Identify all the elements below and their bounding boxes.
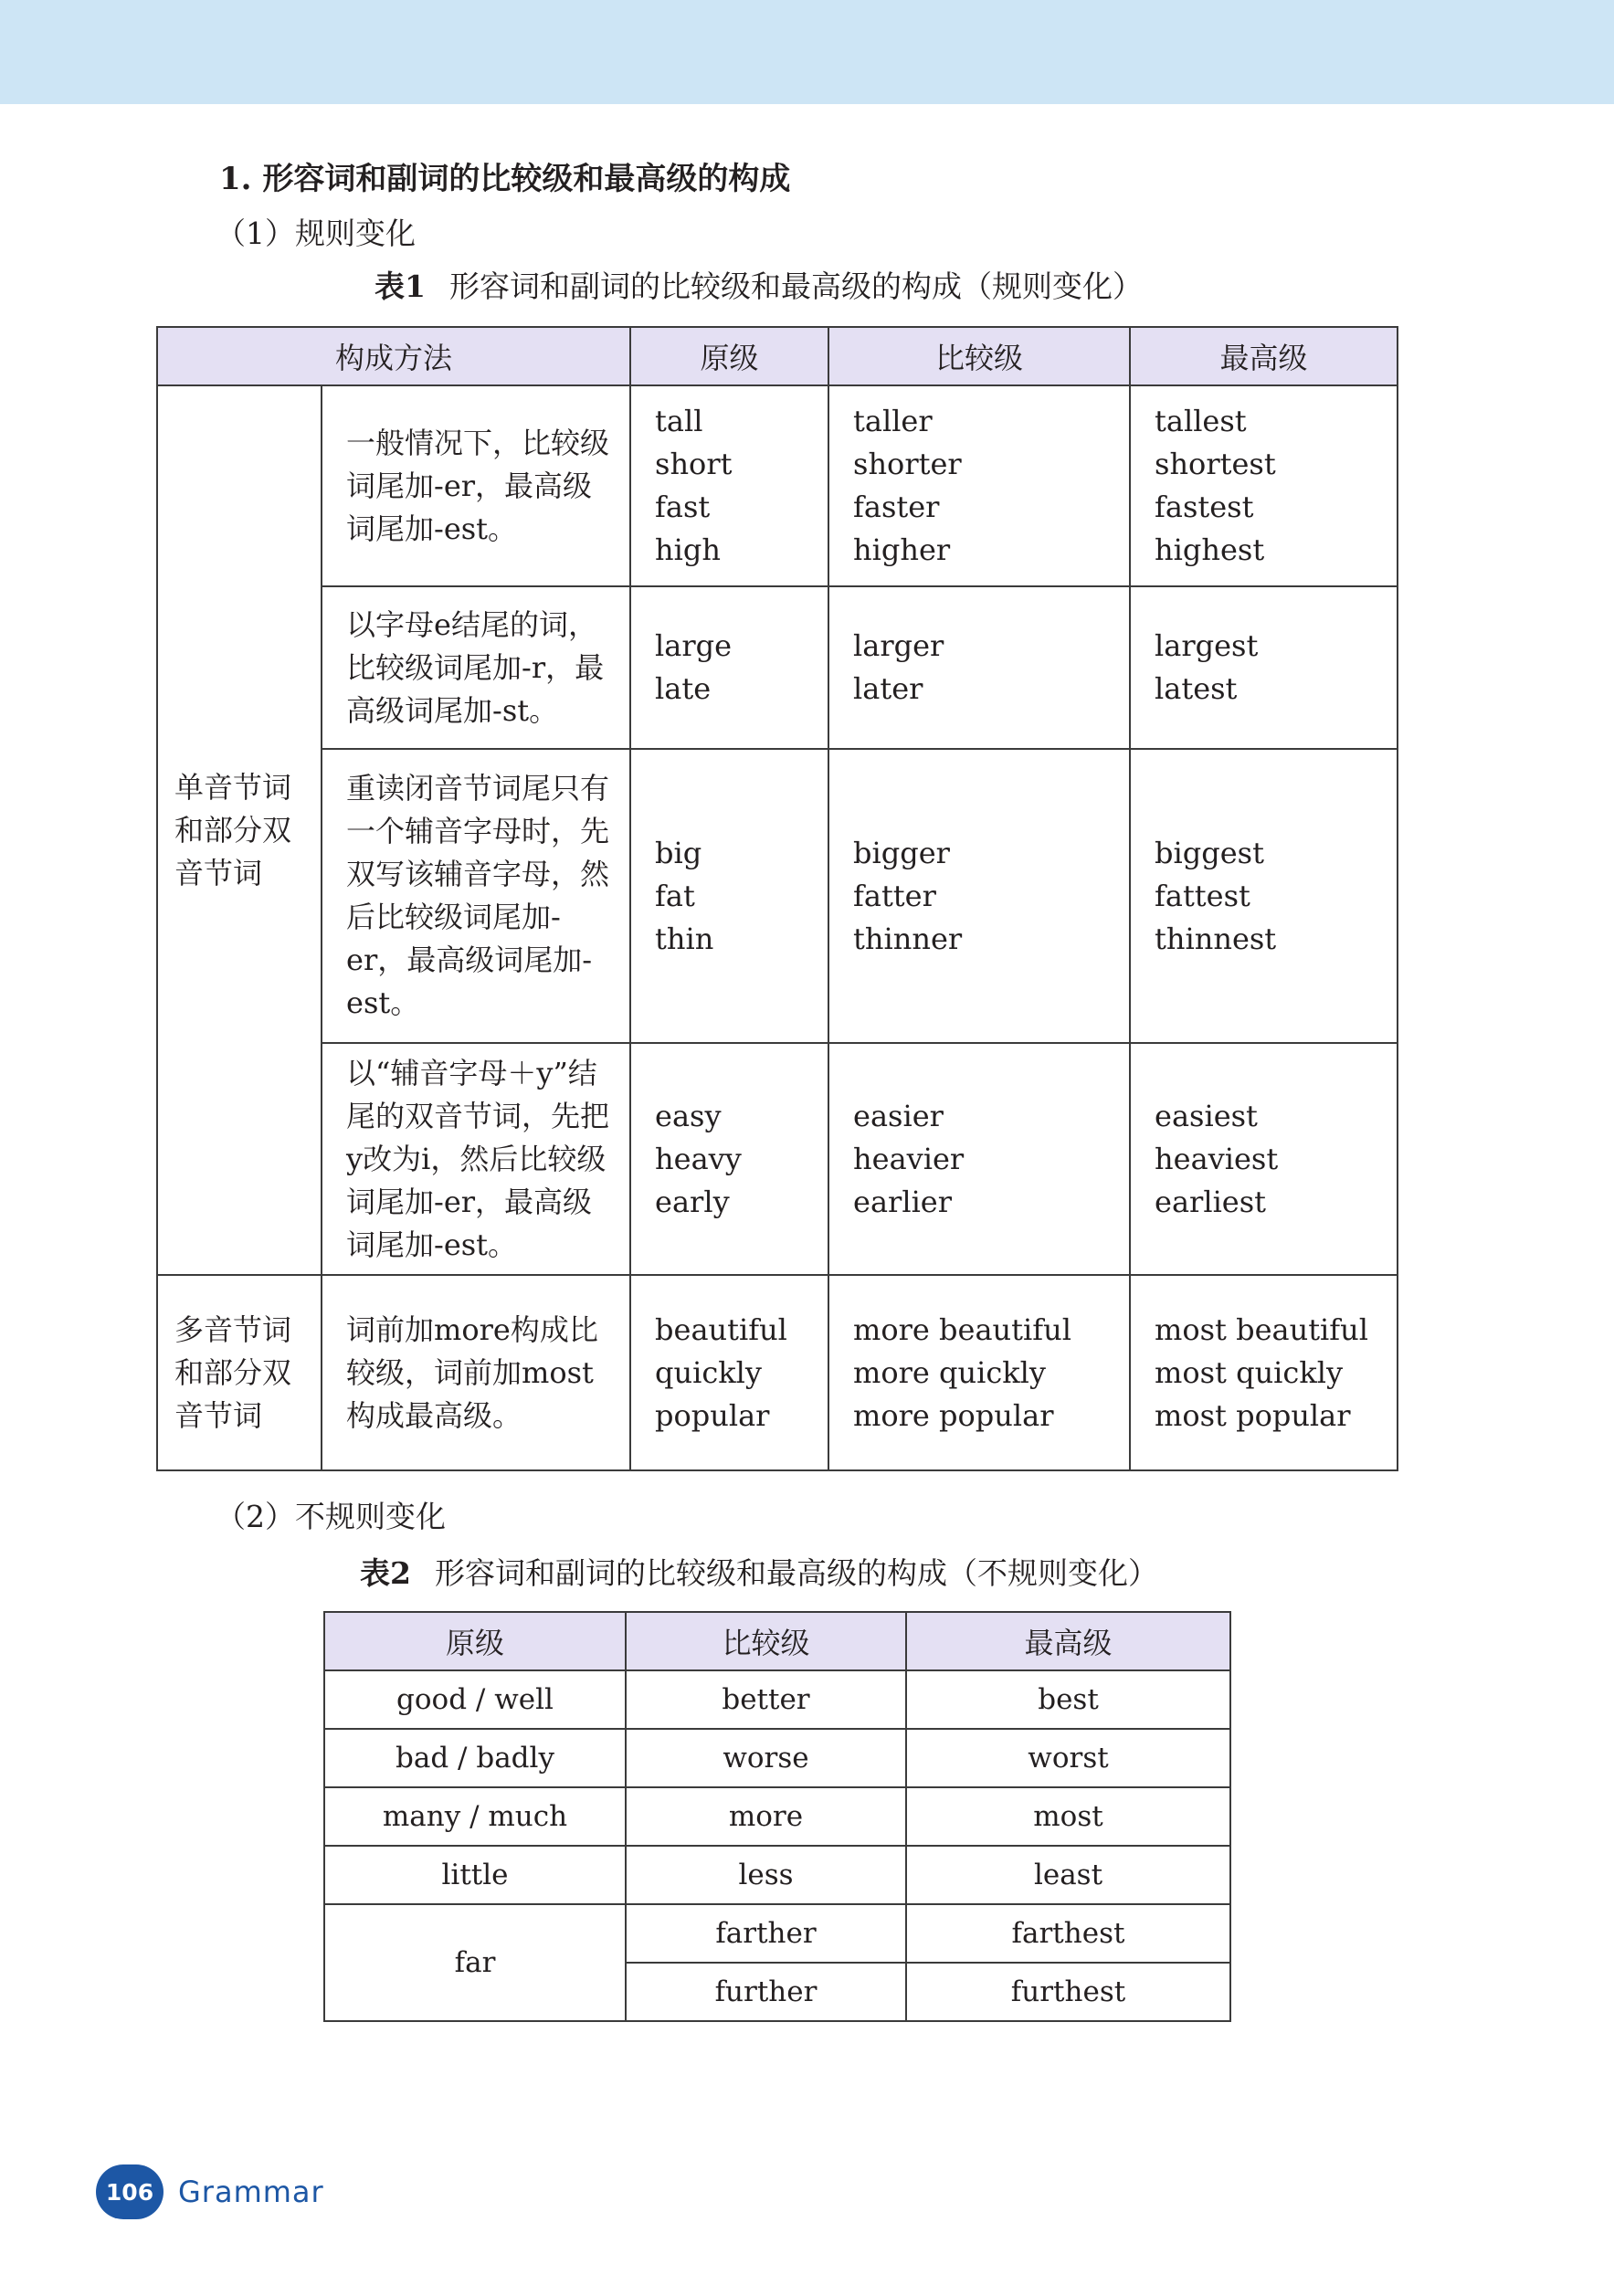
superlative-cell: best xyxy=(906,1670,1230,1729)
table1-caption xyxy=(374,263,1143,306)
base-cell: little xyxy=(324,1846,626,1904)
table1-header-base: 原级 xyxy=(630,327,828,385)
word: most beautiful xyxy=(1155,1311,1368,1347)
category-polysyllabic: 多音节词和部分双音节词 xyxy=(157,1275,322,1470)
word: more popular xyxy=(853,1397,1054,1433)
subheading-irregular: （2）不规则变化 xyxy=(216,1499,446,1534)
irregular-forms-table xyxy=(323,1611,1231,2022)
comparative-forms-cell xyxy=(828,385,1130,586)
table2-header-row xyxy=(324,1612,1230,1670)
word: larger xyxy=(853,628,944,663)
word: tall xyxy=(655,404,703,438)
page-number-badge: 106 xyxy=(96,2164,164,2219)
superlative-forms-cell xyxy=(1130,749,1398,1043)
word: heavy xyxy=(655,1141,742,1176)
table2-header-comparative: 比较级 xyxy=(626,1612,906,1670)
word: shortest xyxy=(1155,447,1276,481)
comparative-forms-cell xyxy=(828,586,1130,749)
word: most popular xyxy=(1155,1397,1351,1433)
table-row xyxy=(157,1043,1398,1275)
word: faster xyxy=(853,490,940,524)
table-row xyxy=(157,385,1398,586)
base-forms-cell xyxy=(630,1275,828,1470)
table2-caption xyxy=(360,1550,1158,1593)
word: more quickly xyxy=(853,1354,1046,1390)
page-footer xyxy=(96,2163,324,2221)
table1-header-superlative: 最高级 xyxy=(1130,327,1398,385)
word: more beautiful xyxy=(853,1311,1071,1347)
word: latest xyxy=(1155,671,1238,706)
word: highest xyxy=(1155,532,1265,567)
table1-caption-number: 表1 xyxy=(374,269,426,304)
table-row xyxy=(157,586,1398,749)
comparative-forms-cell xyxy=(828,749,1130,1043)
word: easiest xyxy=(1155,1098,1258,1133)
word: largest xyxy=(1155,628,1259,663)
word: earliest xyxy=(1155,1184,1267,1219)
word: later xyxy=(853,671,923,706)
method-cell: 词前加more构成比较级，词前加most构成最高级。 xyxy=(322,1275,630,1470)
base-cell: good / well xyxy=(324,1670,626,1729)
comparative-cell: less xyxy=(626,1846,906,1904)
word: high xyxy=(655,532,721,567)
table2-header-base: 原级 xyxy=(324,1612,626,1670)
word: easier xyxy=(853,1098,944,1133)
base-cell: bad / badly xyxy=(324,1729,626,1787)
word: most quickly xyxy=(1155,1354,1344,1390)
table-row xyxy=(324,1787,1230,1846)
comparative-forms-cell xyxy=(828,1043,1130,1275)
table-row xyxy=(324,1904,1230,1963)
table2-caption-number: 表2 xyxy=(360,1555,411,1591)
section-heading: 1. 形容词和副词的比较级和最高级的构成 xyxy=(219,161,791,197)
section-label: Grammar xyxy=(178,2175,324,2209)
superlative-cell: furthest xyxy=(906,1963,1230,2021)
method-cell: 一般情况下，比较级词尾加-er，最高级词尾加-est。 xyxy=(322,385,630,586)
word: bigger xyxy=(853,835,950,870)
word: thin xyxy=(655,921,714,956)
method-cell: 重读闭音节词尾只有一个辅音字母时，先双写该辅音字母，然后比较级词尾加-er，最高级词尾加-est。 xyxy=(322,749,630,1043)
superlative-forms-cell xyxy=(1130,1043,1398,1275)
word: thinner xyxy=(853,921,963,956)
superlative-forms-cell xyxy=(1130,586,1398,749)
comparative-cell: better xyxy=(626,1670,906,1729)
word: large xyxy=(655,628,733,663)
table-row xyxy=(157,1275,1398,1470)
superlative-cell: least xyxy=(906,1846,1230,1904)
word: fattest xyxy=(1155,878,1250,913)
word: fastest xyxy=(1155,490,1254,524)
method-cell: 以“辅音字母＋y”结尾的双音节词，先把y改为i，然后比较级词尾加-er，最高级词尾加-est。 xyxy=(322,1043,630,1275)
regular-forms-table xyxy=(156,326,1398,1471)
base-cell-far: far xyxy=(324,1904,626,2021)
word: popular xyxy=(655,1397,770,1433)
base-cell: many / much xyxy=(324,1787,626,1846)
category-monosyllabic: 单音节词和部分双音节词 xyxy=(157,385,322,1275)
word: quickly xyxy=(655,1354,762,1390)
word: early xyxy=(655,1184,730,1219)
table-row xyxy=(324,1846,1230,1904)
word: heaviest xyxy=(1155,1141,1279,1176)
table-row xyxy=(324,1670,1230,1729)
superlative-forms-cell xyxy=(1130,1275,1398,1470)
word: taller xyxy=(853,404,933,438)
word: thinnest xyxy=(1155,921,1277,956)
word: shorter xyxy=(853,447,962,481)
subheading-regular: （1）规则变化 xyxy=(216,216,416,251)
word: short xyxy=(655,447,733,481)
superlative-forms-cell xyxy=(1130,385,1398,586)
word: biggest xyxy=(1155,835,1264,870)
table1-header-row xyxy=(157,327,1398,385)
word: easy xyxy=(655,1098,722,1133)
word: fat xyxy=(655,878,695,913)
superlative-cell: farthest xyxy=(906,1904,1230,1963)
table1-header-method: 构成方法 xyxy=(157,327,630,385)
word: earlier xyxy=(853,1184,953,1219)
table2-caption-text: 形容词和副词的比较级和最高级的构成（不规则变化） xyxy=(434,1555,1158,1591)
word: tallest xyxy=(1155,404,1247,438)
word: heavier xyxy=(853,1141,965,1176)
word: fast xyxy=(655,490,711,524)
comparative-cell: farther xyxy=(626,1904,906,1963)
comparative-cell: worse xyxy=(626,1729,906,1787)
base-forms-cell xyxy=(630,586,828,749)
word: late xyxy=(655,671,712,706)
comparative-cell: more xyxy=(626,1787,906,1846)
word: fatter xyxy=(853,878,936,913)
word: big xyxy=(655,835,702,870)
superlative-cell: worst xyxy=(906,1729,1230,1787)
superlative-cell: most xyxy=(906,1787,1230,1846)
comparative-cell: further xyxy=(626,1963,906,2021)
table-row xyxy=(324,1729,1230,1787)
method-cell: 以字母e结尾的词，比较级词尾加-r，最高级词尾加-st。 xyxy=(322,586,630,749)
base-forms-cell xyxy=(630,749,828,1043)
table1-caption-text: 形容词和副词的比较级和最高级的构成（规则变化） xyxy=(448,269,1143,304)
table-row xyxy=(157,749,1398,1043)
top-color-band xyxy=(0,0,1614,104)
table1-header-comparative: 比较级 xyxy=(828,327,1130,385)
table2-header-superlative: 最高级 xyxy=(906,1612,1230,1670)
word: beautiful xyxy=(655,1311,787,1347)
word: higher xyxy=(853,532,951,567)
comparative-forms-cell xyxy=(828,1275,1130,1470)
base-forms-cell xyxy=(630,385,828,586)
base-forms-cell xyxy=(630,1043,828,1275)
